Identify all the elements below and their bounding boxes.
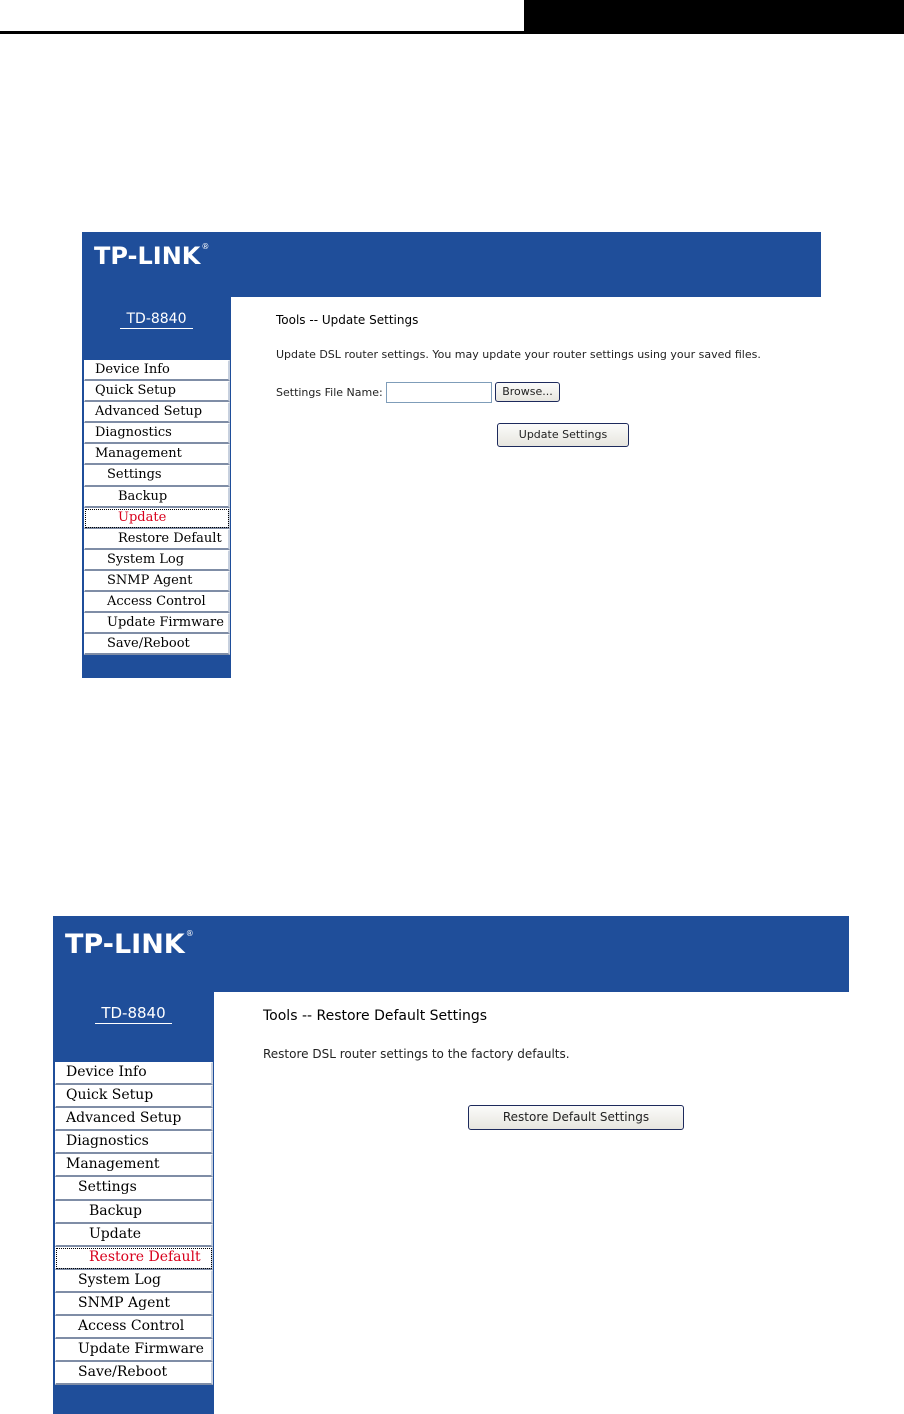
browse-button[interactable]: Browse... [495,382,560,402]
page-title: Tools -- Restore Default Settings [263,1008,488,1024]
tp-link-logo: TP-LINK® [94,242,210,270]
sidebar-item-management[interactable]: Management [55,1154,213,1177]
sidebar-item-advanced-setup[interactable]: Advanced Setup [84,402,230,423]
sidebar-item-diagnostics[interactable]: Diagnostics [84,423,230,444]
sidebar-item-update-firmware[interactable]: Update Firmware [84,613,230,634]
content-corner [214,992,236,1014]
page-title: Tools -- Update Settings [276,313,419,327]
sidebar-item-system-log[interactable]: System Log [55,1270,213,1293]
sidebar-item-access-control[interactable]: Access Control [55,1316,213,1339]
model-name: TD-8840 [53,1004,214,1022]
sidebar-item-backup[interactable]: Backup [55,1201,213,1224]
nav-menu [84,360,230,655]
sidebar-item-management[interactable]: Management [84,444,230,465]
sidebar-item-snmp-agent[interactable]: SNMP Agent [84,571,230,592]
model-name: TD-8840 [82,311,231,327]
sidebar-item-snmp-agent[interactable]: SNMP Agent [55,1293,213,1316]
router-screenshot-restore-default [53,916,849,1414]
sidebar-item-save-reboot[interactable]: Save/Reboot [84,634,230,655]
content-corner [231,297,251,317]
settings-file-label: Settings File Name: [276,386,383,399]
sidebar-item-quick-setup[interactable]: Quick Setup [84,381,230,402]
sidebar-item-device-info[interactable]: Device Info [84,360,230,381]
sidebar-item-quick-setup[interactable]: Quick Setup [55,1085,213,1108]
sidebar-item-settings[interactable]: Settings [84,465,230,486]
page-description: Restore DSL router settings to the factory defaults. [263,1047,570,1061]
page-description: Update DSL router settings. You may update your router settings using your saved files. [276,348,761,361]
update-settings-button[interactable]: Update Settings [497,423,629,447]
sidebar-item-access-control[interactable]: Access Control [84,592,230,613]
sidebar-item-settings[interactable]: Settings [55,1177,213,1200]
router-screenshot-update [82,232,821,678]
sidebar-item-restore-default[interactable]: Restore Default [55,1247,213,1270]
sidebar-item-system-log[interactable]: System Log [84,550,230,571]
sidebar-item-update-firmware[interactable]: Update Firmware [55,1339,213,1362]
sidebar-item-advanced-setup[interactable]: Advanced Setup [55,1108,213,1131]
sidebar-item-restore-default[interactable]: Restore Default [84,529,230,550]
sidebar-item-update[interactable]: Update [55,1224,213,1247]
nav-menu [55,1062,213,1385]
settings-file-input[interactable] [386,382,492,403]
sidebar-item-backup[interactable]: Backup [84,487,230,508]
tp-link-logo: TP-LINK® [65,929,194,960]
sidebar-item-device-info[interactable]: Device Info [55,1062,213,1085]
restore-default-settings-button[interactable]: Restore Default Settings [468,1105,684,1130]
sidebar-item-diagnostics[interactable]: Diagnostics [55,1131,213,1154]
sidebar-item-update[interactable]: Update [84,508,230,529]
header-black-bar [524,0,904,34]
sidebar-item-save-reboot[interactable]: Save/Reboot [55,1362,213,1385]
